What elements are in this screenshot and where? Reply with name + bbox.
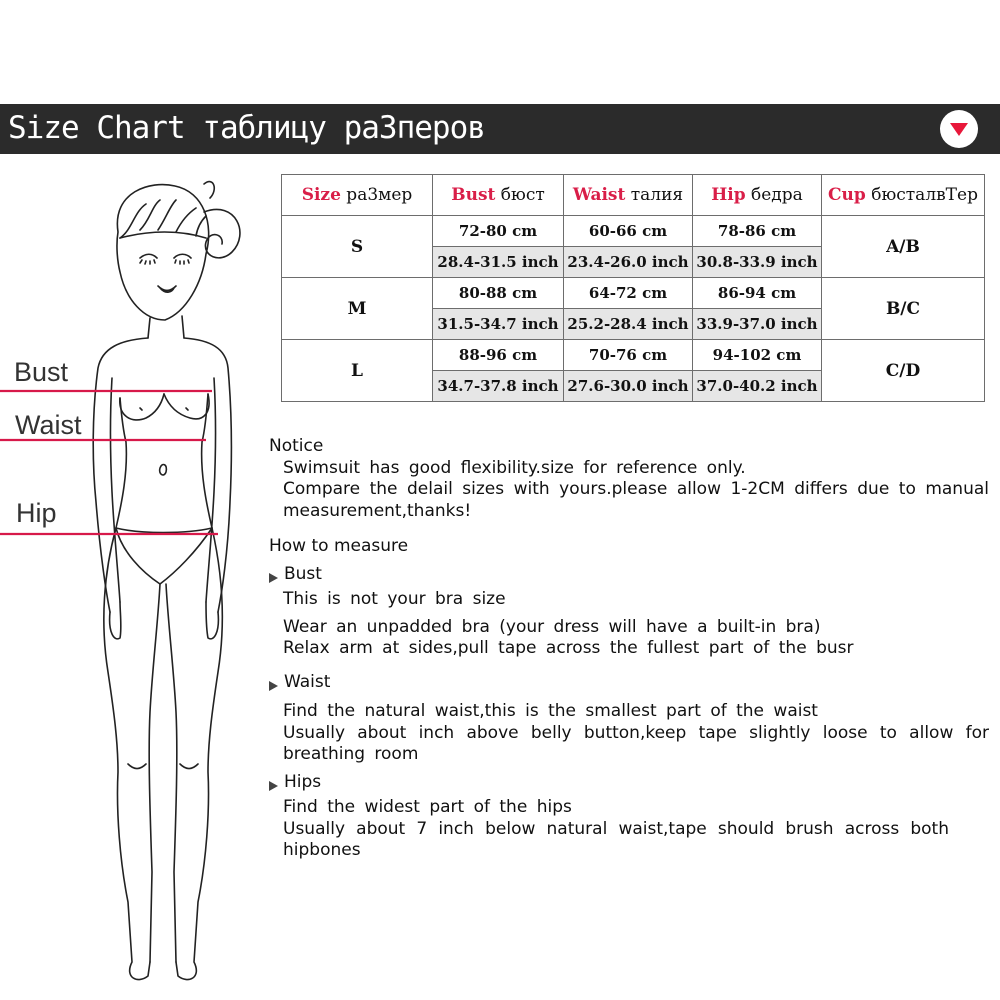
instruction-line: Wear an unpadded bra (your dress will have a built-in bra) [283, 616, 821, 637]
notice-title: Notice [269, 436, 324, 456]
notice-line: Swimsuit has good flexibility.size for reference only. [283, 457, 746, 478]
bust-cm-cell: 80-88 cm [433, 278, 564, 309]
arrow-icon [269, 781, 278, 791]
chevron-down-icon [948, 120, 970, 138]
cup-cell: B/C [822, 278, 985, 340]
body-measurement-figure [0, 172, 262, 1000]
measure-section-waist [269, 672, 989, 694]
waist-cm-cell: 64-72 cm [564, 278, 693, 309]
cup-cell: C/D [822, 340, 985, 402]
size-cell: L [282, 340, 433, 402]
bust-inch-cell: 31.5-34.7 inch [433, 309, 564, 340]
waist-cm-cell: 60-66 cm [564, 216, 693, 247]
table-row [282, 340, 985, 371]
section-title: Hips [284, 771, 322, 792]
table-header-row [282, 175, 985, 216]
header-size: Size ра3мер [282, 175, 433, 216]
bust-inch-cell: 34.7-37.8 inch [433, 371, 564, 402]
waist-cm-cell: 70-76 cm [564, 340, 693, 371]
expand-button[interactable] [940, 110, 978, 148]
table-row [282, 216, 985, 247]
instruction-line: Usually about 7 inch below natural waist,tape should brush across both hipbones [283, 818, 949, 860]
banner-title: Size Chart таблицу ра3перов [8, 110, 485, 146]
table-row [282, 278, 985, 309]
size-table [281, 174, 985, 402]
hip-inch-cell: 30.8-33.9 inch [693, 247, 822, 278]
bust-label: Bust [14, 357, 69, 387]
hip-inch-cell: 37.0-40.2 inch [693, 371, 822, 402]
size-cell: M [282, 278, 433, 340]
section-title: Waist [284, 671, 331, 692]
hip-cm-cell: 86-94 cm [693, 278, 822, 309]
arrow-icon [269, 573, 278, 583]
measure-section-hips [269, 772, 989, 794]
measure-title: How to measure [269, 536, 409, 556]
header-hip: Hip бедра [693, 175, 822, 216]
hip-cm-cell: 94-102 cm [693, 340, 822, 371]
section-title: Bust [284, 563, 322, 584]
waist-inch-cell: 23.4-26.0 inch [564, 247, 693, 278]
instruction-line: Find the widest part of the hips [283, 797, 572, 817]
waist-inch-cell: 25.2-28.4 inch [564, 309, 693, 340]
instruction-line: This is not your bra size [283, 589, 506, 609]
hip-label: Hip [16, 498, 57, 528]
notes-section [269, 436, 989, 862]
waist-label: Waist [15, 410, 82, 440]
header-cup: Cup бюсталвТер [822, 175, 985, 216]
measure-section-bust [269, 564, 989, 586]
bust-cm-cell: 88-96 cm [433, 340, 564, 371]
hip-cm-cell: 78-86 cm [693, 216, 822, 247]
hip-inch-cell: 33.9-37.0 inch [693, 309, 822, 340]
header-waist: Waist талия [564, 175, 693, 216]
bust-cm-cell: 72-80 cm [433, 216, 564, 247]
instruction-line: Find the natural waist,this is the smallest part of the waist [283, 701, 818, 721]
header-bust: Bust бюст [433, 175, 564, 216]
notice-line: Compare the delail sizes with yours.please allow 1-2CM differs due to manual measurement,thanks! [283, 479, 989, 521]
size-chart-banner [0, 104, 1000, 154]
cup-cell: A/B [822, 216, 985, 278]
instruction-line: Relax arm at sides,pull tape across the fullest part of the busr [283, 638, 854, 658]
instruction-line: Usually about inch above belly button,keep tape slightly loose to allow for breathing room [283, 722, 989, 764]
bust-inch-cell: 28.4-31.5 inch [433, 247, 564, 278]
size-cell: S [282, 216, 433, 278]
arrow-icon [269, 681, 278, 691]
waist-inch-cell: 27.6-30.0 inch [564, 371, 693, 402]
